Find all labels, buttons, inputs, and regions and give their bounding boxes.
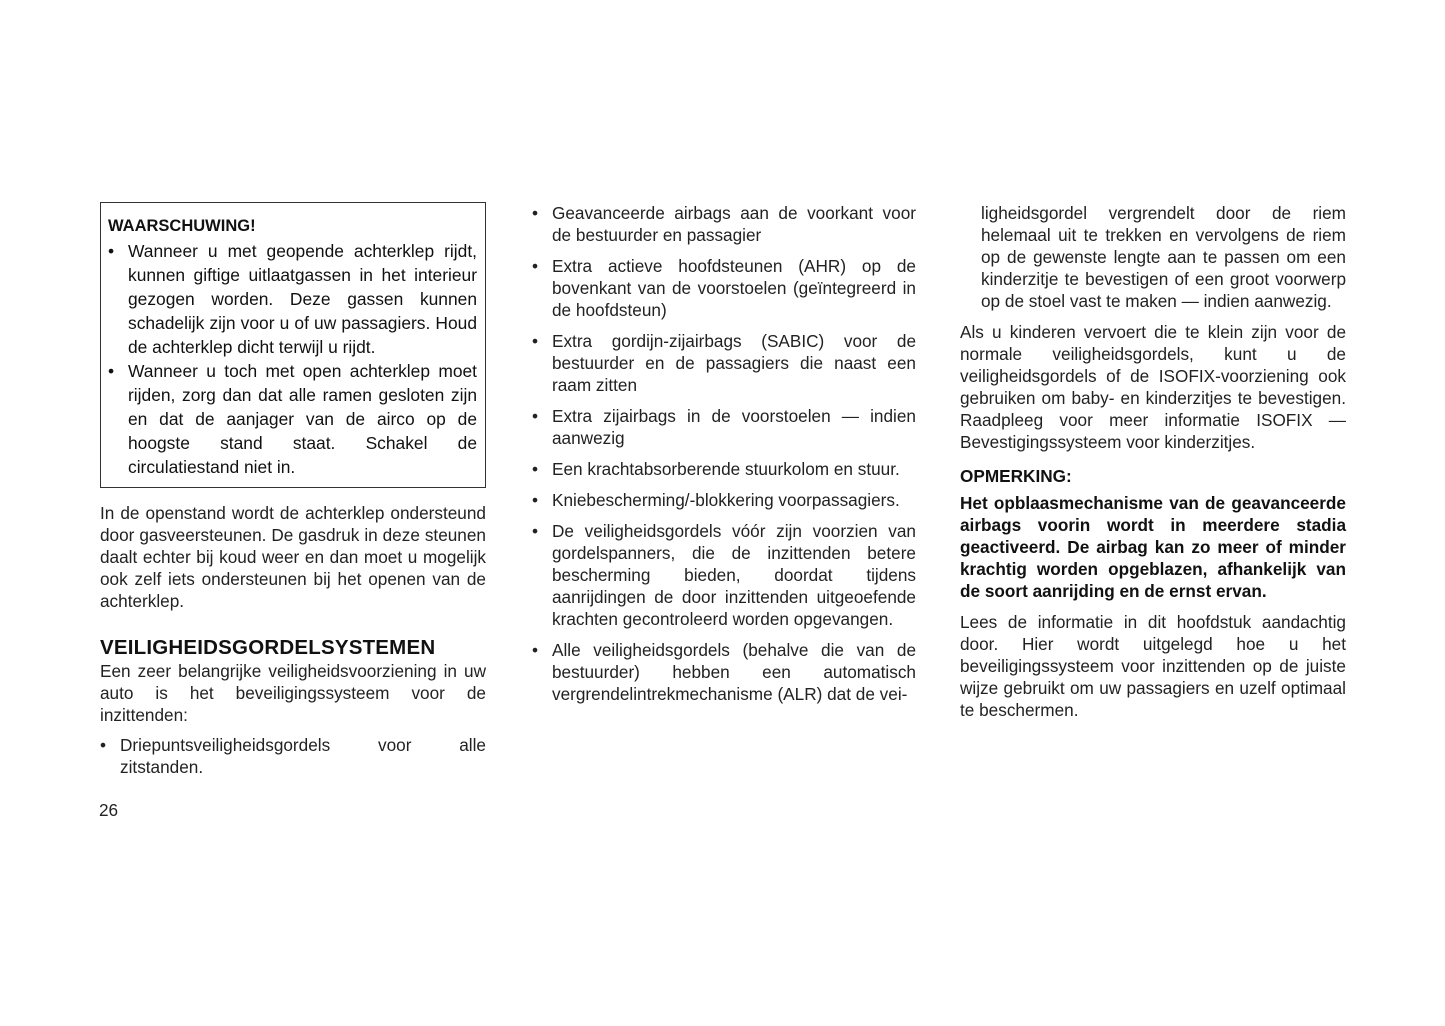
list-item — [532, 489, 916, 511]
warning-list — [108, 239, 477, 479]
list-item — [532, 639, 916, 705]
column-right — [960, 202, 1346, 721]
safety-feature-list-part1 — [100, 734, 486, 778]
list-item-text: De veiligheidsgordels vóór zijn voorzien van gordelspanners, die de inzittenden betere bescherming bieden, doordat tijdens aanrijdingen de door inzittenden uitgeoefende krachten gecontroleerd worden opgevangen. — [552, 521, 916, 629]
bullet-icon: • — [532, 640, 539, 660]
list-item-text: Extra actieve hoofdsteunen (AHR) op de bovenkant van de voorstoelen (geïntegreerd in de hoofdsteun) — [552, 256, 916, 320]
list-item — [532, 520, 916, 630]
note-body: Het opblaasmechanisme van de geavanceerde airbags voorin wordt in meerdere stadia geactiveerd. De airbag kan zo meer of minder krachtig worden opgeblazen, afhankelijk van de soort aanrijding en de ernst ervan. — [960, 493, 1346, 601]
list-item-continuation: ligheidsgordel vergrendelt door de riem helemaal uit te trekken en vervolgens de riem op de gewenste lengte aan te passen om een kinderzitje te bevestigen of een groot voorwerp op de stoel vast te maken — indien aanwezig. — [981, 203, 1346, 311]
bullet-icon: • — [108, 241, 115, 261]
list-item-text: Extra zijairbags in de voorstoelen — indien aanwezig — [552, 406, 916, 448]
page-number: 26 — [99, 800, 119, 820]
warning-item — [108, 239, 477, 359]
bullet-icon: • — [100, 735, 107, 755]
column-left — [100, 202, 486, 778]
bullet-icon: • — [532, 331, 539, 351]
bullet-icon: • — [532, 521, 539, 541]
warning-item-text: Wanneer u met geopende achterklep rijdt, kunnen giftige uitlaatgassen in het interieur gezogen worden. Deze gassen kunnen schadelijk zijn voor u of uw passagiers. Houd de achterklep dicht terwijl u rijdt. — [128, 241, 477, 357]
list-item — [532, 202, 916, 246]
warning-box — [100, 202, 486, 488]
warning-title: WAARSCHUWING! — [108, 217, 256, 235]
note-title: OPMERKING: — [960, 466, 1072, 486]
list-item — [532, 255, 916, 321]
list-item-text: Extra gordijn-zijairbags (SABIC) voor de bestuurder en de passagiers die naast een raam zitten — [552, 331, 916, 395]
bullet-icon: • — [532, 406, 539, 426]
section-lead: Een zeer belangrijke veiligheidsvoorziening in uw auto is het beveiligingssysteem voor de inzittenden: — [100, 661, 486, 725]
list-item-text: Alle veiligheidsgordels (behalve die van de bestuurder) hebben een automatisch vergrendelintrekmechanisme (ALR) dat de vei- — [552, 640, 916, 704]
warning-item-text: Wanneer u toch met open achterklep moet rijden, zorg dan dat alle ramen gesloten zijn en dat de aanjager van de airco op de hoogste stand staat. Schakel de circulatiestand niet in. — [128, 361, 477, 477]
list-item — [100, 734, 486, 778]
list-item-text: Driepuntsveiligheidsgordels voor alle zitstanden. — [120, 735, 486, 777]
bullet-icon: • — [108, 361, 115, 381]
children-paragraph: Als u kinderen vervoert die te klein zijn voor de normale veiligheidsgordels, kunt u de veiligheidsgordels of de ISOFIX-voorziening ook gebruiken om baby- en kinderzitjes te bevestigen. Raadpleeg voor meer informatie ISOFIX — Bevestigingssysteem voor kinderzitjes. — [960, 322, 1346, 452]
column-middle — [532, 202, 916, 714]
bullet-icon: • — [532, 256, 539, 276]
list-item-text: Kniebescherming/-blokkering voorpassagiers. — [552, 490, 900, 510]
list-item-text: Geavanceerde airbags aan de voorkant voor de bestuurder en passagier — [552, 203, 916, 245]
bullet-icon: • — [532, 459, 539, 479]
list-item — [532, 330, 916, 396]
bullet-icon: • — [532, 203, 539, 223]
list-item — [532, 458, 916, 480]
closing-paragraph: Lees de informatie in dit hoofdstuk aandachtig door. Hier wordt uitgelegd hoe u het beveiligingssysteem voor inzittenden op de juiste wijze gebruikt om uw passagiers en uzelf optimaal te beschermen. — [960, 612, 1346, 720]
safety-feature-list-part2 — [532, 202, 916, 705]
list-item — [532, 405, 916, 449]
section-heading: VEILIGHEIDSGORDELSYSTEMEN — [100, 636, 436, 659]
tailgate-support-paragraph: In de openstand wordt de achterklep ondersteund door gasveersteunen. De gasdruk in deze steunen daalt echter bij koud weer en dan moet u mogelijk ook zelf iets ondersteunen bij het openen van de achterklep. — [100, 503, 486, 611]
warning-item — [108, 359, 477, 479]
list-item-text: Een krachtabsorberende stuurkolom en stuur. — [552, 459, 900, 479]
bullet-icon: • — [532, 490, 539, 510]
